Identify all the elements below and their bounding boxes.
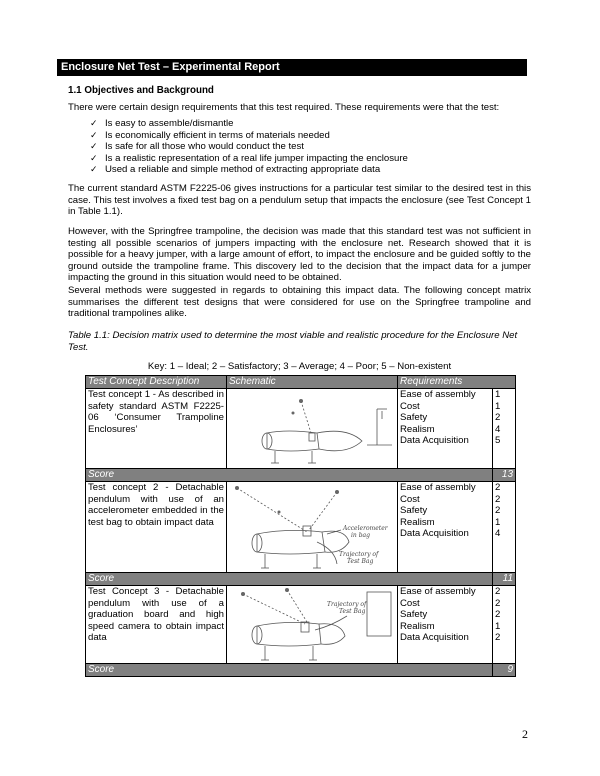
criterion-label: Data Acquisition bbox=[400, 435, 469, 447]
sketch-label: in bag bbox=[351, 532, 370, 539]
checklist-item: ✓ Is a realistic representation of a real life jumper impacting the enclosure bbox=[90, 153, 408, 165]
criterion-label: Cost bbox=[400, 400, 420, 412]
sketch-label: Test Bag bbox=[339, 608, 366, 615]
criterion-value: 1 bbox=[495, 389, 501, 400]
pendulum-sketch-image bbox=[227, 389, 397, 468]
criterion-value: 2 bbox=[495, 505, 501, 517]
criterion-label: Data Acquisition bbox=[400, 528, 469, 540]
checklist-item: ✓ Is easy to assemble/dismantle bbox=[90, 118, 408, 130]
schematic-sketch bbox=[227, 586, 398, 664]
criterion-value: 2 bbox=[495, 493, 501, 505]
concept-description: Test concept 2 - Detachable pendulum with use of an accelerometer embedded in the test bag to obtain impact data bbox=[86, 482, 227, 573]
criterion-label: Realism bbox=[400, 516, 435, 528]
criterion-label: Realism bbox=[400, 620, 435, 632]
schematic-sketch bbox=[227, 389, 398, 469]
score-label: Score bbox=[86, 469, 493, 482]
table-header-row bbox=[86, 376, 516, 389]
criterion-value: 2 bbox=[495, 632, 501, 644]
pendulum-sketch-image bbox=[227, 586, 397, 663]
section-heading: 1.1 Objectives and Background bbox=[68, 85, 214, 96]
criterion-label: Ease of assembly bbox=[400, 482, 476, 493]
checklist-item: ✓ Is safe for all those who would conduct the test bbox=[90, 141, 408, 153]
criteria-values bbox=[493, 586, 516, 664]
criterion-label: Cost bbox=[400, 493, 420, 505]
checklist-item: ✓ Is economically efficient in terms of materials needed bbox=[90, 130, 408, 142]
score-value: 11 bbox=[493, 573, 516, 586]
criterion-value: 1 bbox=[495, 516, 501, 528]
criterion-label: Ease of assembly bbox=[400, 389, 476, 400]
criterion-label: Safety bbox=[400, 505, 428, 517]
decision-matrix-table bbox=[85, 375, 516, 677]
sketch-label: Accelerometer bbox=[343, 525, 388, 532]
score-value: 13 bbox=[493, 469, 516, 482]
concept-description: Test Concept 3 - Detachable pendulum with use of a graduation board and high speed camera to obtain impact data bbox=[86, 586, 227, 664]
criterion-value: 4 bbox=[495, 423, 501, 435]
criterion-value: 1 bbox=[495, 400, 501, 412]
criterion-label: Realism bbox=[400, 423, 435, 435]
criterion-value: 1 bbox=[495, 620, 501, 632]
checklist-item: ✓ Used a reliable and simple method of extracting appropriate data bbox=[90, 164, 408, 176]
report-title: Enclosure Net Test – Experimental Report bbox=[57, 59, 527, 76]
sketch-label: Trajectory of bbox=[327, 601, 367, 608]
score-row bbox=[86, 664, 516, 677]
paragraph-springfree: However, with the Springfree trampoline, the decision was made that this standard test was not sufficient in testing all possible scenarios of jumpers impacting with the enclosure net. Research showed that it is possible for a heavy jumper, with a large amount of effort, to impact the enclosure and be guided softly to the ground outside the trampoline frame. This discovery led to the decision that the impact data for a jumper impacting the ground in this situation would need to be obtained. bbox=[68, 226, 531, 284]
criterion-value: 2 bbox=[495, 597, 501, 609]
table-key: Key: 1 – Ideal; 2 – Satisfactory; 3 – Average; 4 – Poor; 5 – Non-existent bbox=[147, 361, 452, 372]
score-label: Score bbox=[86, 573, 493, 586]
criteria-values bbox=[493, 389, 516, 469]
sketch-label: Test Bag bbox=[347, 558, 374, 565]
paragraph-methods: Several methods were suggested in regards to obtaining this impact data. The following concept matrix summarises the different test designs that were considered for use on the Springfree trampoline and traditional trampolines alike. bbox=[68, 285, 531, 320]
score-value: 9 bbox=[493, 664, 516, 677]
score-row bbox=[86, 469, 516, 482]
criterion-label: Safety bbox=[400, 609, 428, 621]
criterion-label: Safety bbox=[400, 412, 428, 424]
requirements-checklist bbox=[90, 118, 408, 176]
criterion-value: 4 bbox=[495, 528, 501, 540]
table-row bbox=[86, 482, 516, 573]
criterion-label: Cost bbox=[400, 597, 420, 609]
sketch-label: Trajectory of bbox=[339, 551, 379, 558]
intro-paragraph: There were certain design requirements that this test required. These requirements were that the test: bbox=[68, 102, 500, 113]
table-row bbox=[86, 389, 516, 469]
criterion-value: 2 bbox=[495, 586, 501, 597]
header-schematic: Schematic bbox=[227, 376, 398, 389]
pendulum-sketch-image bbox=[227, 482, 397, 572]
header-description: Test Concept Description bbox=[86, 376, 227, 389]
criterion-value: 2 bbox=[495, 482, 501, 493]
schematic-sketch bbox=[227, 482, 398, 573]
table-row bbox=[86, 586, 516, 664]
concept-description: Test concept 1 - As described in safety standard ASTM F2225-06 ‘Consumer Trampoline Enclosures’ bbox=[86, 389, 227, 469]
criteria-values bbox=[493, 482, 516, 573]
criterion-value: 5 bbox=[495, 435, 501, 447]
criterion-value: 2 bbox=[495, 609, 501, 621]
paragraph-standard: The current standard ASTM F2225-06 gives instructions for a particular test similar to the desired test in this case. This test involves a fixed test bag on a pendulum setup that impacts the enclosure (see Test Concept 1 in Table 1.1). bbox=[68, 183, 531, 218]
criterion-label: Ease of assembly bbox=[400, 586, 476, 597]
criterion-value: 2 bbox=[495, 412, 501, 424]
criteria-list bbox=[398, 389, 493, 469]
criteria-list bbox=[398, 482, 493, 573]
score-row bbox=[86, 573, 516, 586]
page-number: 2 bbox=[522, 727, 528, 741]
criteria-list bbox=[398, 586, 493, 664]
header-requirements: Requirements bbox=[398, 376, 516, 389]
criterion-label: Data Acquisition bbox=[400, 632, 469, 644]
score-label: Score bbox=[86, 664, 493, 677]
table-caption: Table 1.1: Decision matrix used to determine the most viable and realistic procedure for the Enclosure Net Test. bbox=[68, 330, 518, 353]
